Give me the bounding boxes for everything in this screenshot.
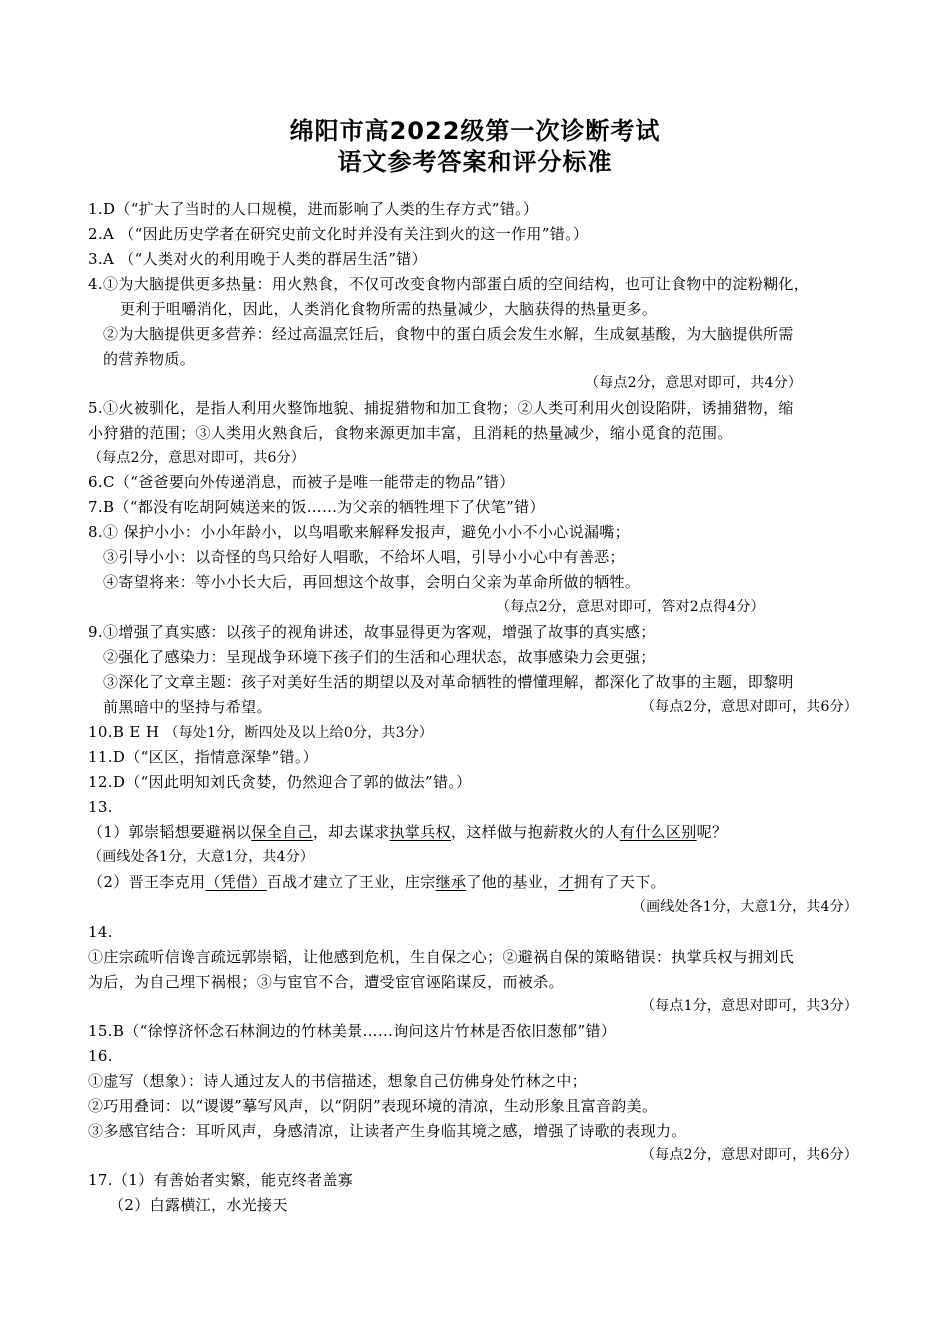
q13-2-text-b: 百战才建立了王业，庄宗 [266, 873, 436, 891]
answer-q6: 6.C（“爸爸要向外传递消息，而被子是唯一能带走的物品”错） [88, 473, 515, 491]
q13-1-text-a: （1）郭崇韬想要避祸以 [88, 823, 252, 841]
answer-q15: 15.B（“徐惇济怀念石林涧边的竹林美景……询问这片竹林是否依旧葱郁”错） [88, 1022, 617, 1040]
q13-2-underline-2: 继承 [435, 873, 467, 891]
answer-q9-scoring-note: （每点2分，意思对即可，共6分） [640, 699, 858, 715]
answer-q14-line1: ①庄宗疏听信谗言疏远郭崇韬，让他感到危机，生自保之心；②避祸自保的策略错误：执掌兵权与拥刘氏 [88, 948, 795, 966]
answer-q2: 2.A （“因此历史学者在研究史前文化时并没有关注到火的这一作用”错。） [88, 225, 589, 243]
answer-q13-part2 [88, 872, 666, 892]
q13-1-underline-2: 执掌兵权 [389, 823, 451, 841]
q13-1-underline-1: 保全自己 [251, 823, 313, 841]
answer-q4-line4: 的营养物质。 [103, 350, 196, 368]
exam-title: 绵阳市高2022级第一次诊断考试 [289, 117, 661, 145]
answer-q9-line4: 前黑暗中的坚持与希望。 [103, 698, 272, 716]
answer-q16-line3: ③多感官结合：耳听风声，身感清凉，让读者产生身临其境之感，增强了诗歌的表现力。 [88, 1122, 687, 1140]
answer-q9-line2: ②强化了感染力：呈现战争环境下孩子们的生活和心理状态，故事感染力会更强； [103, 648, 656, 666]
answer-q4-line2: 更利于咀嚼消化，因此，人类消化食物所需的热量减少，大脑获得的热量更多。 [120, 300, 658, 318]
answer-q4-line1: 4.①为大脑提供更多热量：用火熟食，不仅可改变食物内部蛋白质的空间结构，也可让食物中的淀粉糊化， [88, 275, 810, 293]
answer-q10 [88, 722, 433, 743]
answer-q5-scoring-note: （每点2分，意思对即可，共6分） [88, 450, 306, 466]
answer-q11: 11.D（“区区，指情意深挚”错。） [88, 748, 319, 766]
answer-q4-scoring-note: （每点2分，意思对即可，共4分） [585, 375, 803, 391]
q13-1-text-c: ，这样做与抱薪救火的人 [450, 823, 620, 841]
answer-q9-line1: 9.①增强了真实感：以孩子的视角讲述，故事显得更为客观，增强了故事的真实感； [88, 623, 656, 641]
q13-2-underline-3: 才 [558, 873, 574, 891]
answer-q16-line1: ①虚写（想象）：诗人通过友人的书信描述，想象自己仿佛身处竹林之中； [88, 1072, 588, 1090]
answer-q17-line1: 17.（1）有善始者实繁，能克终者盖寡 [88, 1171, 354, 1189]
answer-q8-line3: ④寄望将来：等小小长大后，再回想这个故事，会明白父亲为革命所做的牺牲。 [103, 573, 641, 591]
answer-q13-part2-scoring-note: （画线处各1分，大意1分，共4分） [631, 899, 858, 915]
answer-q13-part1 [88, 822, 727, 842]
answer-q16-scoring-note: （每点2分，意思对即可，共6分） [640, 1147, 858, 1163]
answer-q4-line3: ②为大脑提供更多营养：经过高温烹饪后，食物中的蛋白质会发生水解，生成氨基酸，为大脑提供所需 [103, 325, 794, 343]
answer-q12: 12.D（“因此明知刘氏贪婪，仍然迎合了郭的做法”错。） [88, 773, 472, 791]
answer-q14-number: 14. [88, 923, 113, 941]
answer-q9-line3: ③深化了文章主题：孩子对美好生活的期望以及对革命牺牲的懵懂理解，都深化了故事的主题，即黎明 [103, 673, 794, 691]
answer-q8-scoring-note: （每点2分，意思对即可，答对2点得4分） [496, 599, 765, 615]
answer-q16-line2: ②巧用叠词：以“谡谡”摹写风声，以“阴阴”表现环境的清凉，生动形象且富音韵美。 [88, 1097, 658, 1115]
answer-q3: 3.A （“人类对火的利用晚于人类的群居生活”错） [88, 250, 428, 268]
answer-q14-scoring-note: （每点1分，意思对即可，共3分） [640, 998, 858, 1014]
answer-q10-value: 10.B E H [88, 723, 165, 741]
answer-q8-line1: 8.① 保护小小：小小年龄小，以鸟唱歌来解释发报声，避免小小不小心说漏嘴； [88, 523, 631, 541]
answer-q13-number: 13. [88, 798, 113, 816]
answer-q16-number: 16. [88, 1047, 113, 1065]
q13-2-underline-1: （凭借） [205, 873, 267, 891]
answer-q7: 7.B（“都没有吃胡阿姨送来的饭……为父亲的牺牲埋下了伏笔”错） [88, 498, 545, 516]
answer-q17-line2: （2）白露横江，水光接天 [109, 1196, 288, 1214]
answer-q10-scoring-note: （每处1分，断四处及以上给0分，共3分） [164, 725, 434, 741]
q13-1-text-b: ，却去谋求 [312, 823, 390, 841]
answer-q8-line2: ③引导小小：以奇怪的鸟只给好人唱歌，不给坏人唱，引导小小心中有善恶； [103, 548, 625, 566]
q13-1-underline-3: 有什么区别 [619, 823, 697, 841]
answer-q5-line1: 5.①火被驯化，是指人利用火整饰地貌、捕捉猎物和加工食物；②人类可利用火创设陷阱，诱捕猎物，缩 [88, 399, 794, 417]
q13-2-text-a: （2）晋王李克用 [88, 873, 206, 891]
exam-subtitle: 语文参考答案和评分标准 [337, 148, 613, 176]
answer-q14-line2: 为后，为自己埋下祸根；③与宦官不合，遭受宦官诬陷谋反，而被杀。 [88, 973, 564, 991]
answer-q1: 1.D（“扩大了当时的人口规模，进而影响了人类的生存方式”错。） [88, 200, 539, 218]
q13-1-text-d: 呢？ [696, 823, 728, 841]
q13-2-text-d: 拥有了天下。 [573, 873, 666, 891]
q13-2-text-c: 了他的基业， [466, 873, 559, 891]
answer-q13-part1-scoring-note: （画线处各1分，大意1分，共4分） [88, 849, 315, 865]
answer-q5-line2: 小狩猎的范围；③人类用火熟食后，食物来源更加丰富，且消耗的热量减少，缩小觅食的范围。 [88, 424, 733, 442]
